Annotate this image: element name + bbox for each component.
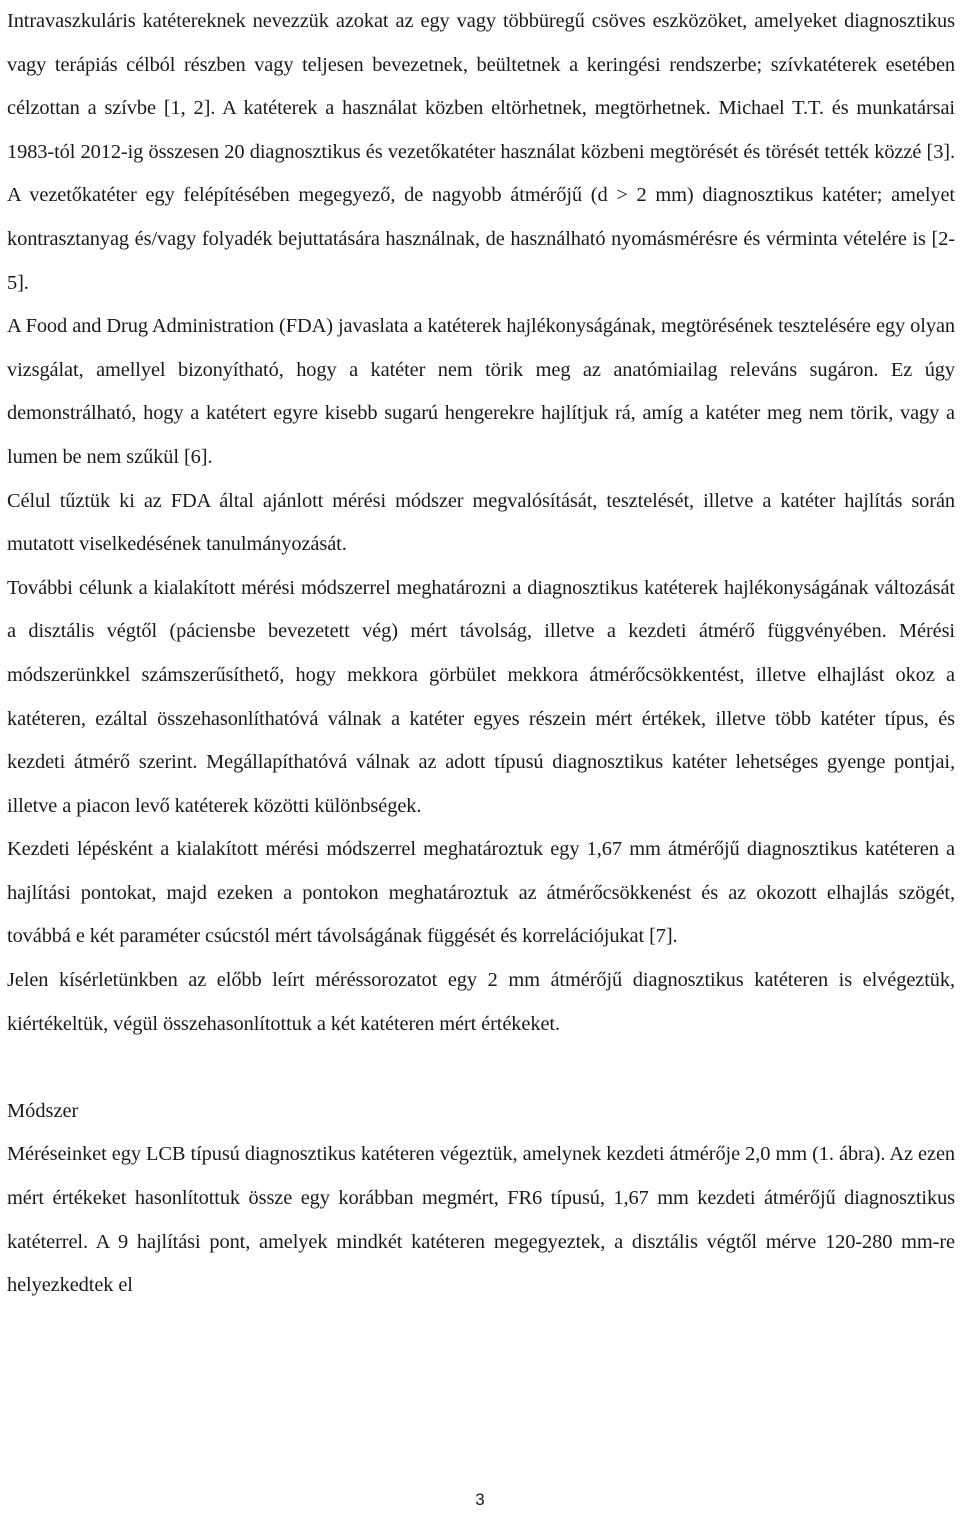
section-heading: Módszer — [7, 1099, 79, 1122]
document-page — [7, 0, 955, 1308]
paragraph-intro: Intravaszkuláris katétereknek nevezzük azokat az egy vagy többüregű csöves eszközöket, amelyeket diagnosztikus vagy terápiás célból részben vagy teljesen bevezetnek, beültetnek a keringési rendszerbe; szívkatéterek esetében célzottan a szívbe [1, 2]. A katéterek a használat közben eltörhetnek, megtörhetnek. Michael T.T. és munkatársai 1983-tól 2012-ig összesen 20 diagnosztikus és vezetőkatéter használat közbeni megtörését és törését tették közzé [3]. A vezetőkatéter egy felépítésében megegyező, de nagyobb átmérőjű (d > 2 mm) diagnosztikus katéter; amelyet kontrasztanyag és/vagy folyadék bejuttatására használnak, de használható nyomásmérésre és vérminta vételére is [2-5]. — [7, 10, 955, 294]
paragraph-method: Méréseinket egy LCB típusú diagnosztikus katéteren végeztük, amelynek kezdeti átmérője 2,0 mm (1. ábra). Az ezen mért értékeket hasonlítottuk össze egy korábban megmért, FR6 típusú, 1,67 mm kezdeti átmérőjű diagnosztikus katéterrel. A 9 hajlítási pont, amelyek mindkét katéteren megegyeztek, a disztális végtől mérve 120-280 mm-re helyezkedtek el — [7, 1143, 955, 1297]
paragraph-current-experiment: Jelen kísérletünkben az előbb leírt méréssorozatot egy 2 mm átmérőjű diagnosztikus katéteren is elvégeztük, kiértékeltük, végül összehasonlítottuk a két katéteren mért értékeket. — [7, 969, 955, 1035]
page-number: 3 — [475, 1490, 485, 1509]
paragraph-further-goal: További célunk a kialakított mérési módszerrel meghatározni a diagnosztikus katéterek hajlékonyságának változását a disztális végtől (páciensbe bevezetett vég) mért távolság, illetve a kezdeti átmérő függvényében. Mérési módszerünkkel számszerűsíthető, hogy mekkora görbület mekkora átmérőcsökkentést, illetve elhajlást okoz a katéteren, ezáltal összehasonlíthatóvá válnak a katéter egyes részein mért értékek, illetve több katéter típus, és kezdeti átmérő szerint. Megállapíthatóvá válnak az adott típusú diagnosztikus katéter lehetséges gyenge pontjai, illetve a piacon levő katéterek közötti különbségek. — [7, 576, 955, 817]
paragraph-fda: A Food and Drug Administration (FDA) javaslata a katéterek hajlékonyságának, megtörésének tesztelésére egy olyan vizsgálat, amellyel bizonyítható, hogy a katéter nem törik meg az anatómiailag releváns sugáron. Ez úgy demonstrálható, hogy a katétert egyre kisebb sugarú hengerekre hajlítjuk rá, amíg a katéter meg nem törik, vagy a lumen be nem szűkül [6]. — [7, 315, 955, 468]
section-spacer — [7, 1046, 955, 1090]
paragraph-first-step: Kezdeti lépésként a kialakított mérési módszerrel meghatároztuk egy 1,67 mm átmérőjű diagnosztikus katéteren a hajlítási pontokat, majd ezeken a pontokon meghatároztuk az átmérőcsökkenést és az okozott elhajlás szögét, továbbá e két paraméter csúcstól mért távolságának függését és korrelációjukat [7]. — [7, 838, 955, 948]
paragraph-goal: Célul tűztük ki az FDA által ajánlott mérési módszer megvalósítását, tesztelését, illetve a katéter hajlítás során mutatott viselkedésének tanulmányozását. — [7, 489, 955, 556]
